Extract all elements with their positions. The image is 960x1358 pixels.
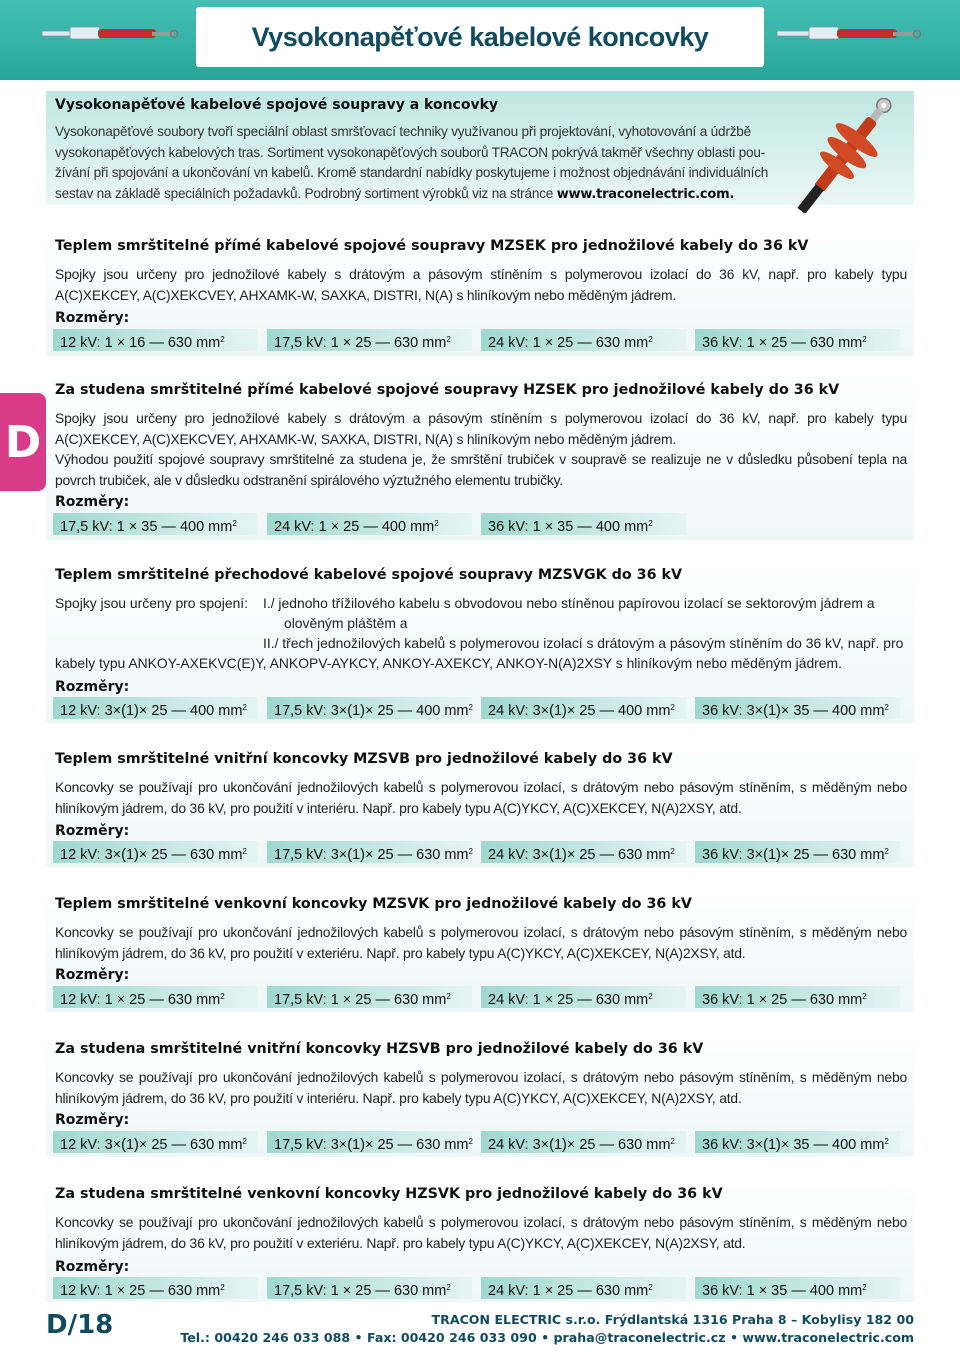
dim-cell: 12 kV: 3×(1)× 25 — 400 $mm^2$ <box>53 697 258 719</box>
section-paragraph: Koncovky se používají pro ukončování jednožilových kabelů s polymerovou izolací, s drátovým nebo pásovým stíněním, s měděným nebo hliníkovým jádrem, do 36 kV, pro použití v exteriéru. Např. pro kabely typu A(C)YKCY, A(C)XEKCEY, N(A)2XSY, atd. <box>55 1214 907 1251</box>
dim-cell: 12 kV: 1 × 25 — 630 $mm^2$ <box>53 1277 258 1299</box>
page-number: D/18 <box>46 1310 114 1340</box>
dims-row <box>53 986 911 1008</box>
connection-label: Spojky jsou určeny pro spojení: <box>55 595 249 611</box>
intro-text <box>55 122 785 205</box>
dim-cell: 17,5 kV: 3×(1)× 25 — 630 $mm^2$ <box>267 1131 472 1153</box>
title-box <box>196 7 764 67</box>
page-title: Vysokonapěťové kabelové koncovky <box>251 21 709 52</box>
section-body <box>55 264 907 305</box>
section-hzsek <box>46 376 914 541</box>
section-title: Teplem smrštitelné přechodové kabelové spojové soupravy MZSVGK do 36 kV <box>55 567 683 583</box>
dims-row <box>53 329 911 351</box>
dims-label: Rozměry: <box>55 679 130 695</box>
dims-row <box>53 841 911 863</box>
dim-cell: 12 kV: 1 × 25 — 630 $mm^2$ <box>53 986 258 1008</box>
dim-cell: 36 kV: 3×(1)× 25 — 630 $mm^2$ <box>695 841 900 863</box>
dim-cell: 17,5 kV: 1 × 35 — 400 $mm^2$ <box>53 513 258 535</box>
section-mzsek <box>46 232 914 357</box>
section-paragraph: Koncovky se používají pro ukončování jednožilových kabelů s polymerovou izolací, s drátovým nebo pásovým stíněním, s měděným nebo hliníkovým jádrem, do 36 kV, pro použití v interiéru. Např. pro kabely typu A(C)YKCY, A(C)XEKCEY, N(A)2XSY, atd. <box>55 779 907 816</box>
dim-cell: 24 kV: 3×(1)× 25 — 400 $mm^2$ <box>481 697 686 719</box>
dim-cell: 24 kV: 3×(1)× 25 — 630 $mm^2$ <box>481 1131 686 1153</box>
section-hzsvb <box>46 1035 914 1157</box>
section-body <box>55 408 907 490</box>
intro-line: vysokonapěťových kabelových tras. Sortiment vysokonapěťových souborů TRACON pokrývá takměř všechny oblasti pou- <box>55 144 766 160</box>
dim-cell: 24 kV: 1 × 25 — 630 $mm^2$ <box>481 329 686 351</box>
connection-option: olověným pláštěm a <box>284 615 408 631</box>
dim-cell: 17,5 kV: 1 × 25 — 630 $mm^2$ <box>267 329 472 351</box>
section-paragraph: Koncovky se používají pro ukončování jednožilových kabelů s polymerovou izolací, s drátovým nebo pásovým stíněním, s měděným nebo hliníkovým jádrem, do 36 kV, pro použití v exteriéru. Např. pro kabely typu A(C)YKCY, A(C)XEKCEY, N(A)2XSY, atd. <box>55 924 907 961</box>
section-title: Teplem smrštitelné venkovní koncovky MZSVK pro jednožilové kabely do 36 kV <box>55 896 692 912</box>
dims-label: Rozměry: <box>55 310 130 326</box>
dims-label: Rozměry: <box>55 494 130 510</box>
dim-cell: 36 kV: 3×(1)× 35 — 400 $mm^2$ <box>695 1131 900 1153</box>
cable-splice-icon <box>775 14 925 54</box>
intro-line: žívání při spojování a ukončování vn kabelů. Kromě standardní nabídky poskytujeme i možnost objednávání individuálních <box>55 165 769 180</box>
connection-option: kabely typu ANKOY-AXEKVC(E)Y, ANKOPV-AYKCY, ANKOY-AXEKCY, ANKOY-N(A)2XSY s hliníkovým nebo měděným jádrem. <box>55 655 842 671</box>
dim-cell: 36 kV: 1 × 35 — 400 $mm^2$ <box>481 513 686 535</box>
dim-cell: 17,5 kV: 1 × 25 — 630 $mm^2$ <box>267 986 472 1008</box>
dim-cell: 24 kV: 1 × 25 — 400 $mm^2$ <box>267 513 472 535</box>
section-body <box>55 1212 907 1253</box>
dim-cell: 24 kV: 3×(1)× 25 — 630 $mm^2$ <box>481 841 686 863</box>
connection-option: II./ třech jednožilových kabelů s polymerovou izolací s drátovým a pásovým stíněním do 36 kV, např. pro <box>263 635 904 651</box>
section-mzsvgk <box>46 561 914 723</box>
section-hzsvk <box>46 1180 914 1302</box>
dim-cell: 24 kV: 1 × 25 — 630 $mm^2$ <box>481 986 686 1008</box>
cable-splice-icon <box>40 14 180 54</box>
section-paragraph: Spojky jsou určeny pro jednožilové kabely s drátovým a pásovým stíněním s polymerovou izolací do 36 kV, např. pro kabely typu A(C)XEKCEY, A(C)XEKCVEY, AHXAMK-W, SAXKA, DISTRI, N(A) s hliníkovým nebo měděným jádrem. <box>55 266 907 303</box>
section-mzsvk <box>46 890 914 1012</box>
section-paragraph: Spojky jsou určeny pro jednožilové kabely s drátovým a pásovým stíněním s polymerovou izolací do 36 kV, např. pro kabely typu A(C)XEKCEY, A(C)XEKCVEY, AHXAMK-W, SAXKA, DISTRI, N(A) s hliníkovým nebo měděným jádrem. <box>55 410 907 447</box>
dim-cell: 36 kV: 1 × 25 — 630 $mm^2$ <box>695 986 900 1008</box>
section-body <box>55 777 907 818</box>
section-title: Teplem smrštitelné vnitřní koncovky MZSVB pro jednožilové kabely do 36 kV <box>55 751 673 767</box>
outdoor-termination-icon <box>765 98 925 213</box>
dim-cell: 12 kV: 3×(1)× 25 — 630 $mm^2$ <box>53 841 258 863</box>
section-paragraph: Výhodou použití spojové soupravy smrštitelné za studena je, že smrštění trubiček v soupravě se realizuje ne v důsledku působení tepla na povrch trubiček, ale v důsledku odstranění spirálového výztužného elementu trubičky. <box>55 451 907 488</box>
dims-label: Rozměry: <box>55 823 130 839</box>
dim-cell: 17,5 kV: 3×(1)× 25 — 630 $mm^2$ <box>267 841 472 863</box>
intro-line: sestav na základě speciálních požadavků. Podrobný sortiment výrobků viz na stránce <box>55 185 557 201</box>
dims-label: Rozměry: <box>55 1112 130 1128</box>
section-body <box>55 1067 907 1108</box>
dims-row <box>53 1277 911 1299</box>
dim-cell: 36 kV: 3×(1)× 35 — 400 $mm^2$ <box>695 697 900 719</box>
dim-cell: 17,5 kV: 3×(1)× 25 — 400 $mm^2$ <box>267 697 472 719</box>
dims-row <box>53 1131 911 1153</box>
footer-company: TRACON ELECTRIC s.r.o. Frýdlantská 1316 Praha 8 – Kobylisy 182 00 <box>431 1312 914 1327</box>
connection-option: I./ jednoho třížilového kabelu s obvodovou nebo stíněnou papírovou izolací se sektorovým jádrem a <box>263 595 875 611</box>
intro-heading: Vysokonapěťové kabelové spojové soupravy a koncovky <box>55 97 499 113</box>
chapter-tab <box>0 393 46 491</box>
dims-label: Rozměry: <box>55 1259 130 1275</box>
footer-contact: Tel.: 00420 246 033 088 • Fax: 00420 246 033 090 • praha@traconelectric.cz • www.traconelectric.com <box>180 1330 914 1345</box>
dim-cell: 17,5 kV: 1 × 25 — 630 $mm^2$ <box>267 1277 472 1299</box>
section-title: Za studena smrštitelné vnitřní koncovky HZSVB pro jednožilové kabely do 36 kV <box>55 1041 704 1057</box>
section-mzsvb <box>46 745 914 867</box>
dims-row <box>53 697 911 719</box>
dim-cell: 12 kV: 1 × 16 — 630 $mm^2$ <box>53 329 258 351</box>
section-title: Za studena smrštitelné přímé kabelové spojové soupravy HZSEK pro jednožilové kabely do 36 kV <box>55 382 840 398</box>
section-body <box>55 922 907 963</box>
intro-url[interactable]: www.traconelectric.com. <box>556 186 735 202</box>
chapter-letter: D <box>4 416 42 468</box>
dims-label: Rozměry: <box>55 967 130 983</box>
section-paragraph: Koncovky se používají pro ukončování jednožilových kabelů s polymerovou izolací, s drátovým nebo pásovým stíněním, s měděným nebo hliníkovým jádrem, do 36 kV, pro použití v interiéru. Např. pro kabely typu A(C)YKCY, A(C)XEKCEY, N(A)2XSY, atd. <box>55 1069 907 1106</box>
section-title: Teplem smrštitelné přímé kabelové spojové soupravy MZSEK pro jednožilové kabely do 36 kV <box>55 238 809 254</box>
intro-line: Vysokonapěťové soubory tvoří speciální oblast smršťovací techniky využívanou při projektování, vyhotovování a údržbě <box>55 124 752 139</box>
dim-cell: 36 kV: 1 × 35 — 400 $mm^2$ <box>695 1277 900 1299</box>
dim-cell: 24 kV: 1 × 25 — 630 $mm^2$ <box>481 1277 686 1299</box>
dim-cell: 12 kV: 3×(1)× 25 — 630 $mm^2$ <box>53 1131 258 1153</box>
dims-row <box>53 513 911 535</box>
section-title: Za studena smrštitelné venkovní koncovky HZSVK pro jednožilové kabely do 36 kV <box>55 1186 723 1202</box>
dim-cell: 36 kV: 1 × 25 — 630 $mm^2$ <box>695 329 900 351</box>
